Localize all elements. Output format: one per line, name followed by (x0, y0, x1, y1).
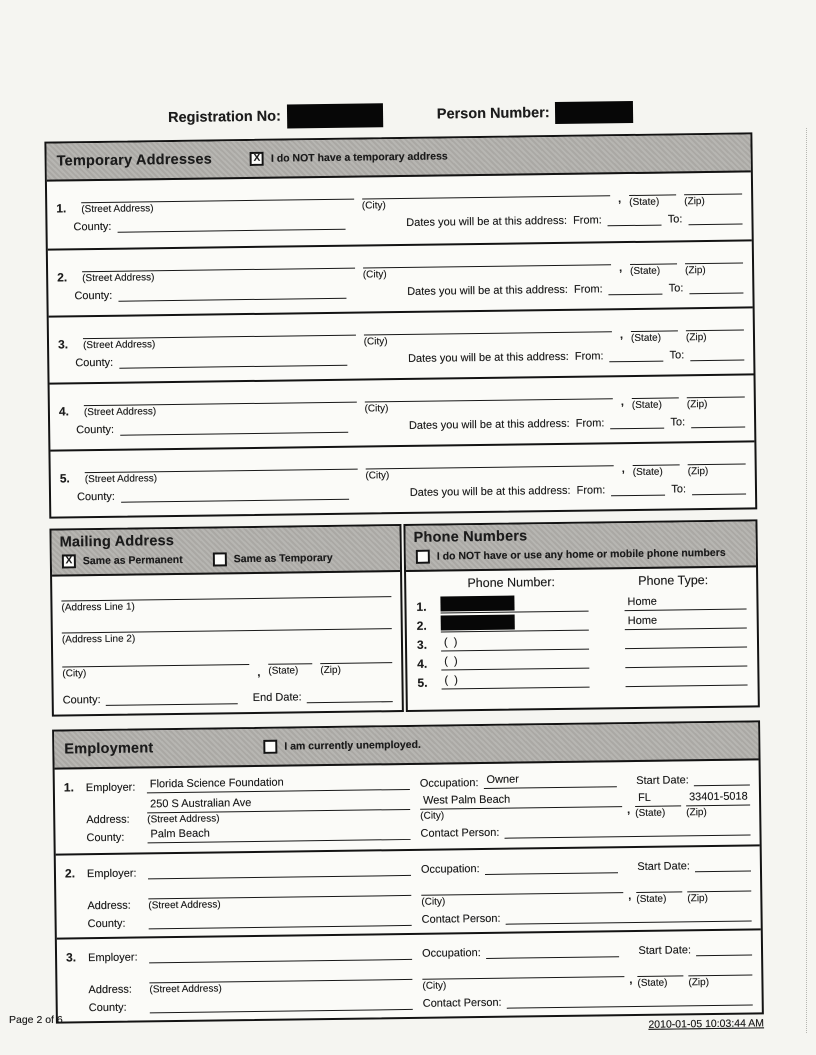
phone-number-redaction (440, 596, 514, 612)
dates-label: Dates you will be at this address: (407, 283, 569, 298)
state-caption: (State) (631, 399, 662, 412)
employer-county-field[interactable] (150, 995, 413, 1013)
block-number: 1. (63, 780, 74, 795)
phone-number-column-header: Phone Number: (467, 575, 556, 591)
occupation-field[interactable] (485, 858, 619, 875)
end-date-label: End Date: (252, 691, 302, 704)
state-field[interactable] (632, 383, 679, 399)
start-date-label: Start Date: (637, 860, 691, 873)
city-caption: (City) (365, 470, 390, 482)
zip-caption: (Zip) (320, 664, 341, 677)
county-label: County: (75, 356, 114, 370)
block-number: 4. (58, 404, 70, 419)
employer-label: Employer: (86, 867, 137, 881)
comma-separator: , (627, 804, 631, 817)
to-date-field[interactable] (690, 346, 744, 362)
block-number: 2. (64, 866, 76, 881)
from-date-field[interactable] (608, 211, 662, 227)
zip-caption: (Zip) (687, 893, 708, 905)
city-caption: (City) (361, 200, 386, 212)
county-label: County: (74, 289, 113, 303)
state-field[interactable] (629, 180, 676, 196)
form-id-row (44, 97, 752, 132)
comma-separator: , (257, 666, 261, 679)
street-address-caption: (Street Address) (82, 339, 156, 352)
phone-type-field[interactable] (625, 652, 747, 669)
phone-numbers-title: Phone Numbers (413, 528, 528, 546)
street-address-caption: (Street Address) (83, 406, 157, 419)
city-caption: (City) (420, 810, 445, 822)
state-caption: (State) (268, 665, 299, 677)
to-date-field[interactable] (689, 279, 743, 295)
address-label: Address: (86, 813, 130, 827)
employment-block-3 (57, 928, 762, 1021)
employer-label: Employer: (88, 951, 138, 965)
no-temporary-address-label: I do NOT have a temporary address (270, 150, 448, 165)
street-address-caption: (Street Address) (148, 899, 221, 912)
county-label: County: (87, 917, 126, 931)
to-label: To: (670, 416, 686, 429)
phone-number-field[interactable]: ( ) (441, 654, 589, 671)
street-address-caption: (Street Address) (147, 813, 220, 826)
zip-field[interactable] (686, 316, 744, 332)
comma-separator: , (619, 329, 624, 342)
mailing-address-title: Mailing Address (59, 533, 175, 551)
address-label: Address: (88, 983, 132, 997)
temporary-address-block-4 (50, 373, 755, 449)
no-phone-numbers-label: I do NOT have or use any home or mobile phone numbers (436, 546, 726, 563)
county-field[interactable] (118, 284, 346, 302)
contact-person-label: Contact Person: (421, 912, 501, 926)
employer-zip-field[interactable]: 33401-5018 (686, 790, 750, 806)
currently-unemployed-checkbox[interactable] (263, 740, 277, 754)
state-caption: (State) (632, 466, 663, 478)
county-field[interactable] (121, 485, 349, 503)
from-date-field[interactable] (609, 280, 663, 296)
dates-label: Dates you will be at this address: (408, 417, 570, 432)
generated-timestamp: 2010-01-05 10:03:44 AM (648, 1017, 765, 1031)
from-date-field[interactable] (609, 347, 663, 363)
state-caption: (State) (630, 332, 662, 345)
employer-zip-field[interactable] (688, 960, 752, 976)
city-caption: (City) (363, 336, 388, 348)
to-label: To: (668, 282, 684, 295)
state-caption: (State) (629, 196, 660, 209)
mailing-zip-field[interactable] (320, 648, 392, 664)
page-number: Page 2 of 6 (9, 1014, 63, 1026)
from-label: From: (576, 484, 606, 497)
to-date-field[interactable] (691, 413, 745, 429)
block-number: 5. (59, 471, 70, 486)
state-field[interactable] (630, 249, 677, 265)
phone-type-column-header: Phone Type: (638, 573, 709, 588)
dates-label: Dates you will be at this address: (406, 214, 568, 229)
employer-label: Employer: (85, 781, 136, 795)
address-line1-caption: (Address Line 1) (61, 601, 135, 614)
phone-number-redaction (441, 615, 515, 631)
temporary-address-block-3 (49, 306, 754, 382)
county-label: County: (88, 1001, 127, 1015)
contact-person-field[interactable] (506, 990, 752, 1008)
dates-label: Dates you will be at this address: (407, 350, 569, 365)
from-label: From: (574, 350, 604, 363)
state-caption: (State) (636, 893, 667, 905)
registration-no-label: Registration No: (167, 108, 281, 127)
person-number-label: Person Number: (436, 105, 550, 123)
mailing-state-field[interactable] (268, 649, 312, 665)
address-line2-caption: (Address Line 2) (61, 633, 136, 646)
to-label: To: (667, 213, 683, 226)
same-as-permanent-label: Same as Permanent (82, 553, 183, 568)
phone-type-field[interactable]: Home (625, 614, 747, 631)
county-label: County: (73, 220, 112, 234)
street-address-caption: (Street Address) (149, 983, 222, 996)
no-phone-numbers-checkbox[interactable] (416, 550, 430, 564)
county-field[interactable] (120, 418, 348, 436)
from-label: From: (575, 417, 605, 430)
occupation-label: Occupation: (420, 863, 480, 876)
row-number: 3. (416, 637, 428, 652)
occupation-field[interactable]: Owner (483, 772, 617, 789)
zip-caption: (Zip) (686, 807, 707, 819)
from-label: From: (573, 283, 603, 296)
employer-zip-field[interactable] (687, 876, 751, 892)
mailing-end-date-field[interactable] (307, 687, 393, 703)
temporary-addresses-section (44, 132, 757, 518)
occupation-field[interactable] (486, 942, 620, 959)
zip-caption: (Zip) (687, 466, 709, 478)
registration-no-redaction (287, 103, 383, 128)
block-number: 3. (57, 337, 69, 352)
comma-separator: , (628, 890, 632, 903)
employer-county-field[interactable] (149, 911, 412, 929)
employer-street-field[interactable]: 250 S Australian Ave (147, 795, 410, 813)
no-temporary-address-checkbox[interactable]: X (250, 152, 264, 166)
comma-separator: , (618, 262, 623, 275)
to-date-field[interactable] (692, 480, 746, 496)
street-address-caption: (Street Address) (82, 272, 155, 285)
zip-field[interactable] (687, 383, 745, 399)
state-caption: (State) (630, 265, 661, 278)
employer-field[interactable] (148, 861, 411, 879)
comma-separator: , (620, 396, 624, 409)
temporary-address-block-1 (47, 172, 752, 248)
phone-type-field[interactable] (625, 671, 747, 688)
occupation-label: Occupation: (421, 947, 481, 960)
person-number-redaction (555, 101, 633, 124)
same-as-temporary-label: Same as Temporary (233, 551, 333, 566)
employment-title: Employment (64, 740, 154, 758)
employer-state-field[interactable] (636, 877, 682, 893)
street-address-caption: (Street Address) (84, 473, 158, 486)
from-label: From: (572, 214, 602, 227)
zip-field[interactable] (684, 180, 742, 196)
zip-caption: (Zip) (688, 977, 710, 989)
state-field[interactable] (632, 450, 679, 466)
from-date-field[interactable] (610, 414, 664, 430)
county-field[interactable] (119, 351, 347, 369)
employment-block-1 (55, 760, 760, 853)
employer-county-field[interactable]: Palm Beach (147, 825, 410, 843)
comma-separator: , (621, 463, 625, 476)
phone-number-field[interactable] (441, 616, 589, 633)
county-label: County: (62, 693, 101, 707)
state-caption: (State) (637, 977, 668, 989)
city-caption: (City) (362, 269, 387, 281)
phone-type-field[interactable] (625, 633, 747, 650)
state-caption: (State) (635, 807, 666, 819)
county-field[interactable] (117, 215, 345, 233)
to-date-field[interactable] (688, 210, 742, 226)
phone-type-field[interactable]: Home (624, 595, 746, 612)
start-date-field[interactable] (696, 940, 752, 956)
from-date-field[interactable] (611, 481, 665, 497)
city-caption: (City) (421, 896, 446, 908)
temporary-address-block-5 (50, 440, 755, 516)
phone-number-field[interactable]: ( ) (441, 635, 589, 652)
contact-person-field[interactable] (504, 820, 750, 838)
comma-separator: , (618, 193, 622, 206)
mailing-address-section (49, 524, 403, 717)
employer-field[interactable]: Florida Science Foundation (147, 775, 410, 793)
zip-field[interactable] (687, 450, 745, 466)
same-as-permanent-checkbox[interactable]: X (62, 554, 76, 568)
dates-label: Dates you will be at this address: (409, 484, 571, 499)
county-label: County: (76, 423, 115, 437)
street-address-caption: (Street Address) (81, 203, 154, 216)
phone-numbers-section (403, 519, 759, 712)
zip-field[interactable] (685, 249, 743, 265)
temporary-address-block-2 (48, 239, 753, 315)
scan-edge-artifact (806, 128, 807, 1033)
row-number: 4. (417, 656, 428, 671)
city-caption: (City) (364, 403, 389, 415)
block-number: 3. (65, 950, 77, 965)
temporary-addresses-title: Temporary Addresses (56, 151, 213, 170)
county-label: County: (86, 831, 125, 845)
contact-person-field[interactable] (505, 906, 751, 924)
employer-state-field[interactable] (637, 961, 683, 977)
city-caption: (City) (62, 668, 87, 680)
row-number: 5. (417, 675, 428, 690)
employer-field[interactable] (149, 945, 412, 963)
county-label: County: (76, 490, 116, 504)
zip-caption: (Zip) (685, 332, 707, 344)
row-number: 2. (416, 618, 427, 633)
mailing-address-header (51, 526, 400, 577)
contact-person-label: Contact Person: (422, 996, 502, 1010)
phone-numbers-header (405, 521, 756, 572)
start-date-label: Start Date: (638, 944, 692, 957)
mailing-county-field[interactable] (106, 689, 238, 706)
to-label: To: (671, 483, 687, 496)
block-number: 1. (56, 201, 67, 216)
to-label: To: (669, 349, 685, 362)
comma-separator: , (629, 974, 633, 987)
same-as-temporary-checkbox[interactable] (213, 552, 227, 566)
occupation-label: Occupation: (419, 777, 479, 790)
address-label: Address: (87, 899, 131, 913)
zip-caption: (Zip) (684, 196, 705, 208)
employment-block-2 (56, 844, 761, 937)
phone-number-field[interactable] (440, 597, 588, 614)
row-number: 1. (416, 599, 427, 614)
contact-person-label: Contact Person: (420, 826, 500, 840)
employer-state-field[interactable]: FL (635, 791, 681, 807)
start-date-field[interactable] (695, 856, 751, 872)
state-field[interactable] (631, 316, 678, 332)
zip-caption: (Zip) (686, 399, 708, 411)
zip-caption: (Zip) (685, 265, 706, 277)
phone-number-field[interactable]: ( ) (441, 673, 589, 690)
start-date-label: Start Date: (636, 774, 689, 787)
block-number: 2. (57, 270, 68, 285)
employer-city-field[interactable]: West Palm Beach (420, 792, 622, 810)
currently-unemployed-label: I am currently unemployed. (284, 738, 421, 753)
registration-form-page (44, 97, 764, 1038)
employment-section (52, 720, 764, 1023)
start-date-field[interactable] (694, 770, 750, 786)
city-caption: (City) (422, 980, 447, 992)
